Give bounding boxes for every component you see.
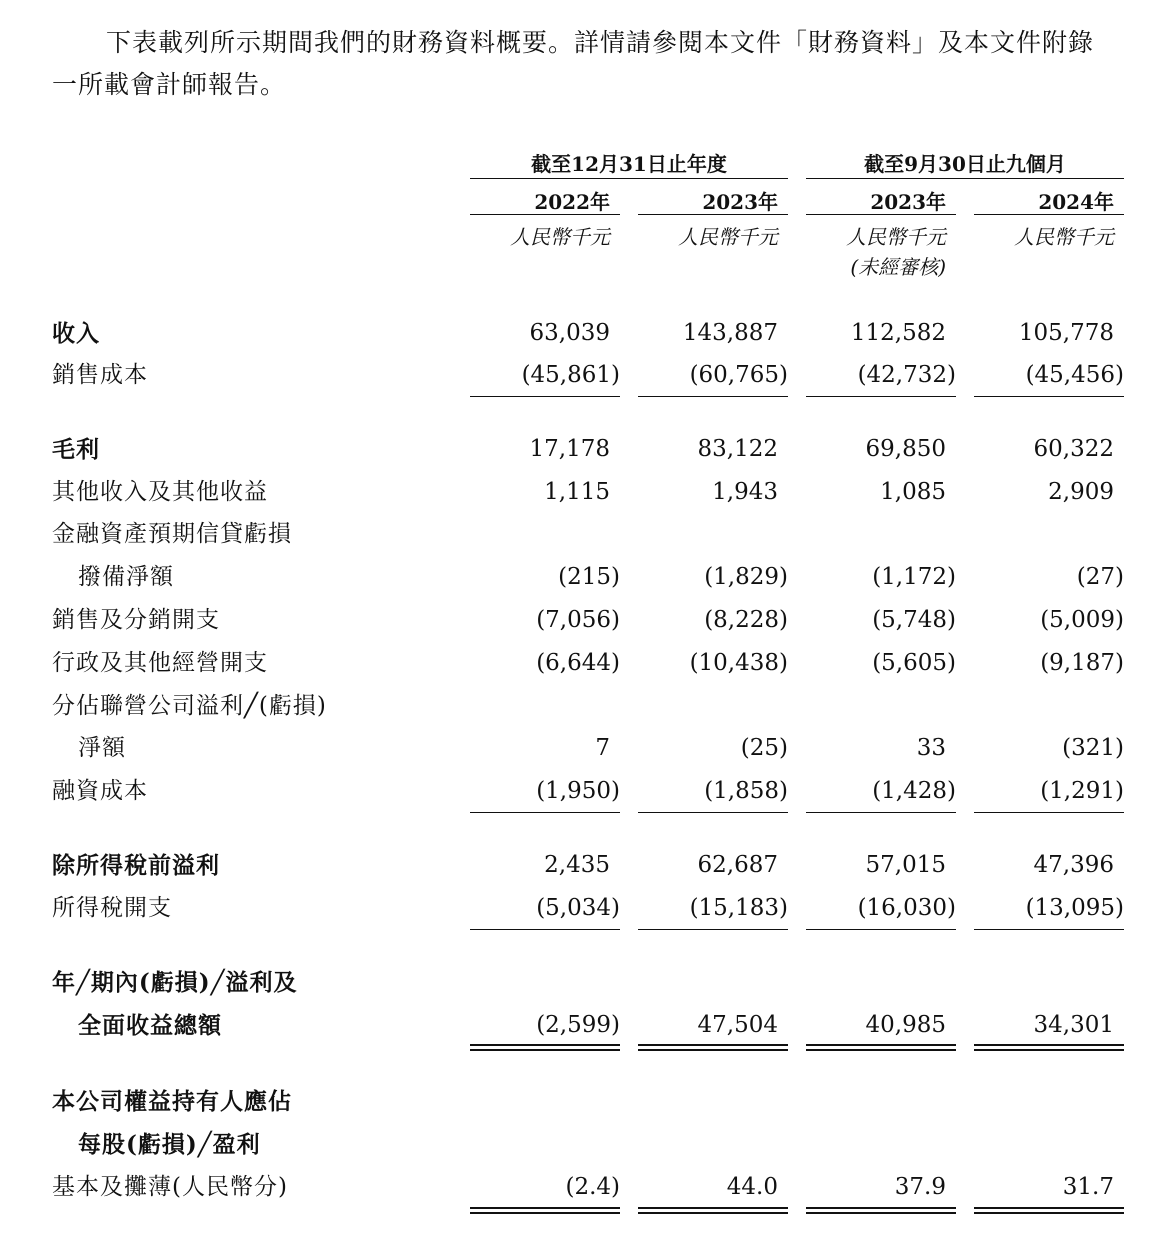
subtotal-rule — [806, 929, 956, 930]
total-double-rule — [806, 1044, 956, 1051]
intro-line-1: 下表載列所示期間我們的財務資料概要。詳情請參閱本文件「財務資料」及本文件附錄 — [106, 28, 1095, 57]
total-double-rule — [470, 1207, 620, 1214]
subtotal-rule — [974, 396, 1124, 397]
cell-value: (7,056) — [536, 607, 620, 633]
subtotal-rule — [638, 929, 788, 930]
cell-value: (6,644) — [536, 650, 620, 676]
table-row-selling — [0, 599, 1156, 642]
table-row-associate-heading — [0, 685, 1156, 728]
table-row-cost-of-sales — [0, 354, 1156, 397]
cell-value: 112,582 — [850, 320, 946, 346]
cell-value: 1,943 — [712, 479, 778, 505]
cell-value: (60,765) — [689, 362, 788, 388]
subtotal-rule — [470, 812, 620, 813]
row-label: 分佔聯營公司溢利╱(虧損) — [52, 693, 327, 719]
cell-value: (1,858) — [704, 778, 788, 804]
row-label: 所得稅開支 — [52, 895, 172, 921]
cell-value: (13,095) — [1025, 895, 1124, 921]
row-label: 全面收益總額 — [78, 1012, 222, 1039]
cell-value: (1,428) — [872, 778, 956, 804]
cell-value: (25) — [740, 735, 788, 761]
unaudited-label: (未經審核) — [850, 255, 946, 279]
cell-value: (8,228) — [704, 607, 788, 633]
row-label: 基本及攤薄(人民幣分) — [52, 1174, 288, 1200]
header-group-nine-months: 截至9月30日止九個月 — [806, 148, 1124, 179]
cell-value: 47,504 — [697, 1012, 778, 1038]
header-year-2022: 2022年 — [470, 186, 620, 215]
row-label: 收入 — [52, 320, 100, 347]
cell-value: (15,183) — [689, 895, 788, 921]
cell-value: 105,778 — [1018, 320, 1114, 346]
cell-value: 63,039 — [529, 320, 610, 346]
table-row-associate — [0, 727, 1156, 770]
total-double-rule — [974, 1207, 1124, 1214]
cell-value: (1,829) — [704, 564, 788, 590]
cell-value: (5,009) — [1040, 607, 1124, 633]
cell-value: 69,850 — [865, 436, 946, 462]
subtotal-rule — [974, 929, 1124, 930]
cell-value: (5,034) — [536, 895, 620, 921]
table-row-profit-before-tax — [0, 844, 1156, 887]
row-label: 金融資產預期信貸虧損 — [52, 521, 292, 547]
subtotal-rule — [806, 396, 956, 397]
row-label: 銷售及分銷開支 — [52, 607, 220, 633]
header-year-2023-period: 2023年 — [806, 186, 956, 215]
cell-value: (45,456) — [1025, 362, 1124, 388]
subtotal-rule — [470, 396, 620, 397]
total-double-rule — [638, 1044, 788, 1051]
cell-value: (45,861) — [521, 362, 620, 388]
cell-value: 40,985 — [865, 1012, 946, 1038]
cell-value: 2,909 — [1048, 479, 1114, 505]
table-row-finance-cost — [0, 770, 1156, 813]
row-label: 毛利 — [52, 436, 100, 463]
cell-value: (1,291) — [1040, 778, 1124, 804]
table-row-gross-profit — [0, 428, 1156, 471]
table-row-revenue — [0, 312, 1156, 355]
unit-label: 人民幣千元 — [678, 225, 778, 249]
cell-value: (1,172) — [872, 564, 956, 590]
cell-value: 62,687 — [697, 852, 778, 878]
cell-value: (5,605) — [872, 650, 956, 676]
header-group-year-ended: 截至12月31日止年度 — [470, 148, 788, 179]
cell-value: 57,015 — [865, 852, 946, 878]
row-label: 除所得稅前溢利 — [52, 852, 220, 879]
cell-value: 1,085 — [880, 479, 946, 505]
cell-value: (2,599) — [536, 1012, 620, 1038]
row-label: 銷售成本 — [52, 362, 148, 388]
row-label: 每股(虧損)╱盈利 — [78, 1131, 261, 1158]
header-year-2023: 2023年 — [638, 186, 788, 215]
cell-value: 34,301 — [1033, 1012, 1114, 1038]
cell-value: (2.4) — [565, 1174, 620, 1200]
cell-value: (215) — [558, 564, 620, 590]
unit-label: 人民幣千元 — [510, 225, 610, 249]
row-label: 行政及其他經營開支 — [52, 650, 268, 676]
table-row-ecl-heading — [0, 513, 1156, 556]
total-double-rule — [974, 1044, 1124, 1051]
total-double-rule — [806, 1207, 956, 1214]
total-double-rule — [470, 1044, 620, 1051]
cell-value: (10,438) — [689, 650, 788, 676]
row-label: 融資成本 — [52, 778, 148, 804]
intro-line-2: 一所載會計師報告。 — [52, 70, 287, 99]
cell-value: (9,187) — [1040, 650, 1124, 676]
table-row-ecl — [0, 556, 1156, 599]
total-double-rule — [638, 1207, 788, 1214]
cell-value: 31.7 — [1062, 1174, 1114, 1200]
table-row-eps-basic — [0, 1166, 1156, 1209]
cell-value: 83,122 — [697, 436, 778, 462]
row-label: 本公司權益持有人應佔 — [52, 1088, 292, 1115]
cell-value: 44.0 — [726, 1174, 778, 1200]
table-row-total-comprehensive — [0, 1004, 1156, 1047]
cell-value: 2,435 — [544, 852, 610, 878]
row-label: 年╱期內(虧損)╱溢利及 — [52, 969, 298, 996]
subtotal-rule — [974, 812, 1124, 813]
cell-value: 60,322 — [1033, 436, 1114, 462]
unit-label: 人民幣千元 — [1014, 225, 1114, 249]
cell-value: 33 — [916, 735, 946, 761]
table-row-eps-heading-1 — [0, 1080, 1156, 1123]
unit-label: 人民幣千元 — [846, 225, 946, 249]
cell-value: 143,887 — [682, 320, 778, 346]
row-label: 淨額 — [78, 735, 126, 761]
table-row-other-income — [0, 471, 1156, 514]
subtotal-rule — [638, 396, 788, 397]
table-row-tci-heading — [0, 961, 1156, 1004]
cell-value: 47,396 — [1033, 852, 1114, 878]
table-row-eps-heading-2 — [0, 1123, 1156, 1166]
cell-value: (321) — [1062, 735, 1124, 761]
cell-value: (1,950) — [536, 778, 620, 804]
cell-value: (5,748) — [872, 607, 956, 633]
cell-value: 7 — [595, 735, 610, 761]
row-label: 撥備淨額 — [78, 564, 174, 590]
cell-value: (16,030) — [857, 895, 956, 921]
table-row-income-tax — [0, 887, 1156, 930]
subtotal-rule — [470, 929, 620, 930]
cell-value: 1,115 — [544, 479, 610, 505]
subtotal-rule — [806, 812, 956, 813]
header-year-2024: 2024年 — [974, 186, 1124, 215]
table-row-admin — [0, 642, 1156, 685]
row-label: 其他收入及其他收益 — [52, 479, 268, 505]
cell-value: (27) — [1076, 564, 1124, 590]
cell-value: 17,178 — [529, 436, 610, 462]
cell-value: (42,732) — [857, 362, 956, 388]
cell-value: 37.9 — [894, 1174, 946, 1200]
intro-paragraph — [52, 22, 1132, 106]
subtotal-rule — [638, 812, 788, 813]
